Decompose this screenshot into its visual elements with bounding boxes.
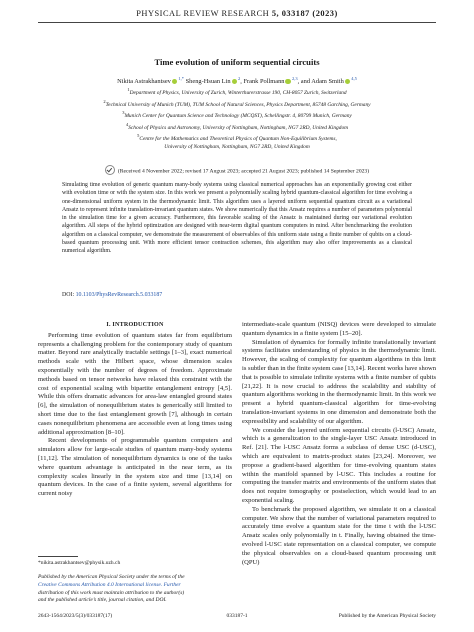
orcid-icon[interactable] — [232, 79, 238, 85]
affil-text: Centre for the Mathematics and Theoretical Physics of Quantum Non-Equilibrium Systems, — [139, 135, 337, 142]
author-affil-ref[interactable]: 1,* — [178, 76, 184, 81]
section-heading: I. INTRODUCTION — [106, 322, 164, 328]
affil-number: 2 — [103, 98, 106, 104]
footer-publisher: Published by the American Physical Society — [338, 613, 436, 619]
body-paragraph: Recent developments of programmable quantum computers and simulators allow for large-scale studies of quantum many-body systems [11,12]. The simulation of nonequilibrium dynamics is one of the tasks where quantum advantage is anticipated in the near term, as its complexity scales linearly in the system size and time [13,14] on quantum devices. In the case of a finite system, several algorithms for current noisy — [38, 437, 232, 498]
body-paragraph: Performing time evolution of quantum states far from equilibrium represents a challenging problem for the contemporary study of quantum matter. Beyond rare analytically tractable settings [1–3], exact numerical methods scale with the Hilbert space, whose dimension scales exponentially with the number of degrees of freedom. Approximate methods based on tensor networks have relaxed this constraint with the cost of exponential scaling with bipartite entanglement entropy [4,5]. While this offers dramatic advances for area-law entangled ground states [6], the simulation of nonequilibrium states is generically still limited to short time due to the fast entanglement growth [7], although in certain cases nonequilibrium phenomena are accessible even at long times using additional approximation [8–10]. — [38, 331, 232, 436]
doi — [62, 292, 162, 298]
received-text: (Received 4 November 2022; revised 17 August 2023; accepted 21 August 2023; published 14 September 2023) — [117, 168, 370, 175]
doi-label: DOI: — [62, 292, 75, 298]
footer-page-number: 033187-1 — [226, 613, 248, 619]
license-line: and the published article’s title, journal citation, and DOI. — [38, 597, 167, 604]
license-line: distribution of this work must maintain attribution to the author(s) — [38, 589, 185, 596]
affil-text: School of Physics and Astronomy, University of Nottingham, Nottingham, NG7 2RD, United Kingdom — [128, 124, 349, 131]
affiliations — [30, 86, 444, 151]
received-dates — [0, 166, 474, 176]
author-affil-ref[interactable]: 2 — [238, 76, 241, 81]
affiliation — [30, 86, 444, 98]
orcid-icon[interactable] — [285, 79, 291, 85]
affil-number: 1 — [127, 87, 130, 92]
affiliation — [30, 144, 444, 152]
journal-name: PHYSICAL REVIEW RESEARCH — [136, 9, 270, 18]
affiliation — [30, 132, 444, 144]
affil-number: 4 — [125, 121, 129, 127]
affil-number: 3 — [122, 110, 125, 115]
body-paragraph: intermediate-scale quantum (NISQ) devices were developed to simulate quantum dynamics in a finite system [15–20]. — [242, 321, 436, 337]
license-line: Published by the American Physical Society under the terms of the — [38, 574, 185, 580]
right-column — [242, 321, 436, 567]
author-name: Nikita Astrakhantsev — [117, 78, 171, 86]
body-paragraph: We consider the layered uniform sequential circuits (l-USC) Ansatz, which is a generalization to the single-layer USC Ansatz introduced in Ref. [21]. The l-USC Ansatz forms a subclass of dense USC (d-USC), which are equivalent to matrix-product states [23,24]. Moreover, we propose a gradient-based algorithm for time-evolving quantum states within the manifold spanned by l-USC. This includes a routine for computing the transfer matrix and environments of the uniform states that does not require tomography or postselection, which would lead to an exponential scaling. — [242, 426, 436, 504]
affil-text: Department of Physics, University of Zurich, Winterthurerstrasse 190, CH-8057 Zurich, Switzerland — [129, 89, 347, 96]
affil-text: Technical University of Munich (TUM), TUM School of Natural Sciences, Physics Department, 85748 Garching, Germany — [105, 101, 371, 108]
orcid-icon[interactable] — [172, 79, 178, 85]
journal-citation: 5, 033187 (2023) — [271, 9, 338, 18]
journal-header — [0, 9, 474, 18]
author-affil-ref[interactable]: 2,3 — [291, 76, 298, 81]
orcid-icon[interactable] — [345, 79, 351, 85]
affiliation — [30, 121, 444, 133]
footnote-rule — [38, 556, 78, 557]
author-name: Sheng-Hsuan Lin — [185, 78, 231, 86]
left-column — [38, 321, 232, 499]
abstract: Simulating time evolution of generic quantum many-body systems using classical numerical approaches has an exponentially growing cost either with evolution time or with the system size. In this work we present a polynomially scaling hybrid quantum-classical algorithm for time evolving a one-dimensional uniform system in the thermodynamic limit. This algorithm uses a layered uniform sequential quantum circuit as a variational Ansatz to represent infinite translation-invariant quantum states. We show numerically that this Ansatz requires a number of parameters polynomial in the simulation time for a given accuracy. Furthermore, this favorable scaling of the Ansatz is maintained during our variational evolution algorithm. All steps of the hybrid optimization are designed with near-term digital quantum computers in mind. After benchmarking the evolution algorithm on a classical computer, we demonstrate the measurement of observables of this uniform state using a finite number of qubits on a cloud-based quantum processing unit. With more efficient tensor contraction schemes, this algorithm may also offer improvements as a classical numerical algorithm. — [62, 182, 412, 254]
check-for-updates-icon[interactable] — [105, 165, 115, 175]
paper-title: Time evolution of uniform sequential circuits — [154, 57, 320, 67]
footnote-email[interactable]: *nikita.astrakhantsev@physik.uzh.ch — [38, 560, 121, 566]
body-paragraph: Simulation of dynamics for formally infinite translationally invariant systems facilitates understanding of physics in the thermodynamic limit. However, the scaling of complexity for quantum algorithms in this limit is subtler than in the finite system case [13,14]. Recent works have shown that is possible to simulate infinite systems with a finite number of qubits [21,22]. It is now crucial to address the scalability and stability of quantum algorithms working in the thermodynamic limit. In this work we present a hybrid quantum-classical algorithm for time-evolving translation-invariant systems in one dimension and demonstrate both the expressibility and scalability of our algorithm. — [242, 338, 436, 425]
affil-text: University of Nottingham, Nottingham, NG7 2RD, United Kingdom — [164, 143, 310, 150]
affil-number: 5 — [137, 133, 140, 138]
affiliation — [30, 98, 444, 110]
affiliation — [30, 109, 444, 121]
doi-link[interactable]: 10.1103/PhysRevResearch.5.033187 — [75, 292, 163, 298]
body-paragraph: To benchmark the proposed algorithm, we simulate it on a classical computer. We show that the number of variational parameters required to accurately time evolve a quantum state for the time t with the l-USC Ansatz scales only polynomially in t. Finally, having obtained the time-evolved l-USC state representation on a classical computer, we compute the physical observables on a cloud-based quantum processing unit (QPU) — [242, 505, 436, 566]
author-name: Adam Smith — [311, 78, 344, 86]
author-affil-ref[interactable]: 4,5 — [351, 76, 357, 81]
footer-issn: 2643-1564/2023/5(3)/033187(17) — [38, 613, 113, 619]
header-rule — [38, 22, 436, 23]
author-name: Frank Pollmann — [243, 78, 285, 86]
author-list: Nikita Astrakhantsev $^{1,*}$ Sheng-Hsuan Lin $^2$, Frank Pollmann $^{2,3}$, and Adam Smith $^{4,5}$ — [117, 76, 357, 86]
license-link[interactable]: Creative Commons Attribution 4.0 International license. Further — [38, 581, 181, 588]
license-notice — [38, 574, 232, 605]
affil-text: Munich Center for Quantum Science and Technology (MCQST), Schellingstr. 4, 80799 Munich, Germany — [124, 112, 352, 119]
